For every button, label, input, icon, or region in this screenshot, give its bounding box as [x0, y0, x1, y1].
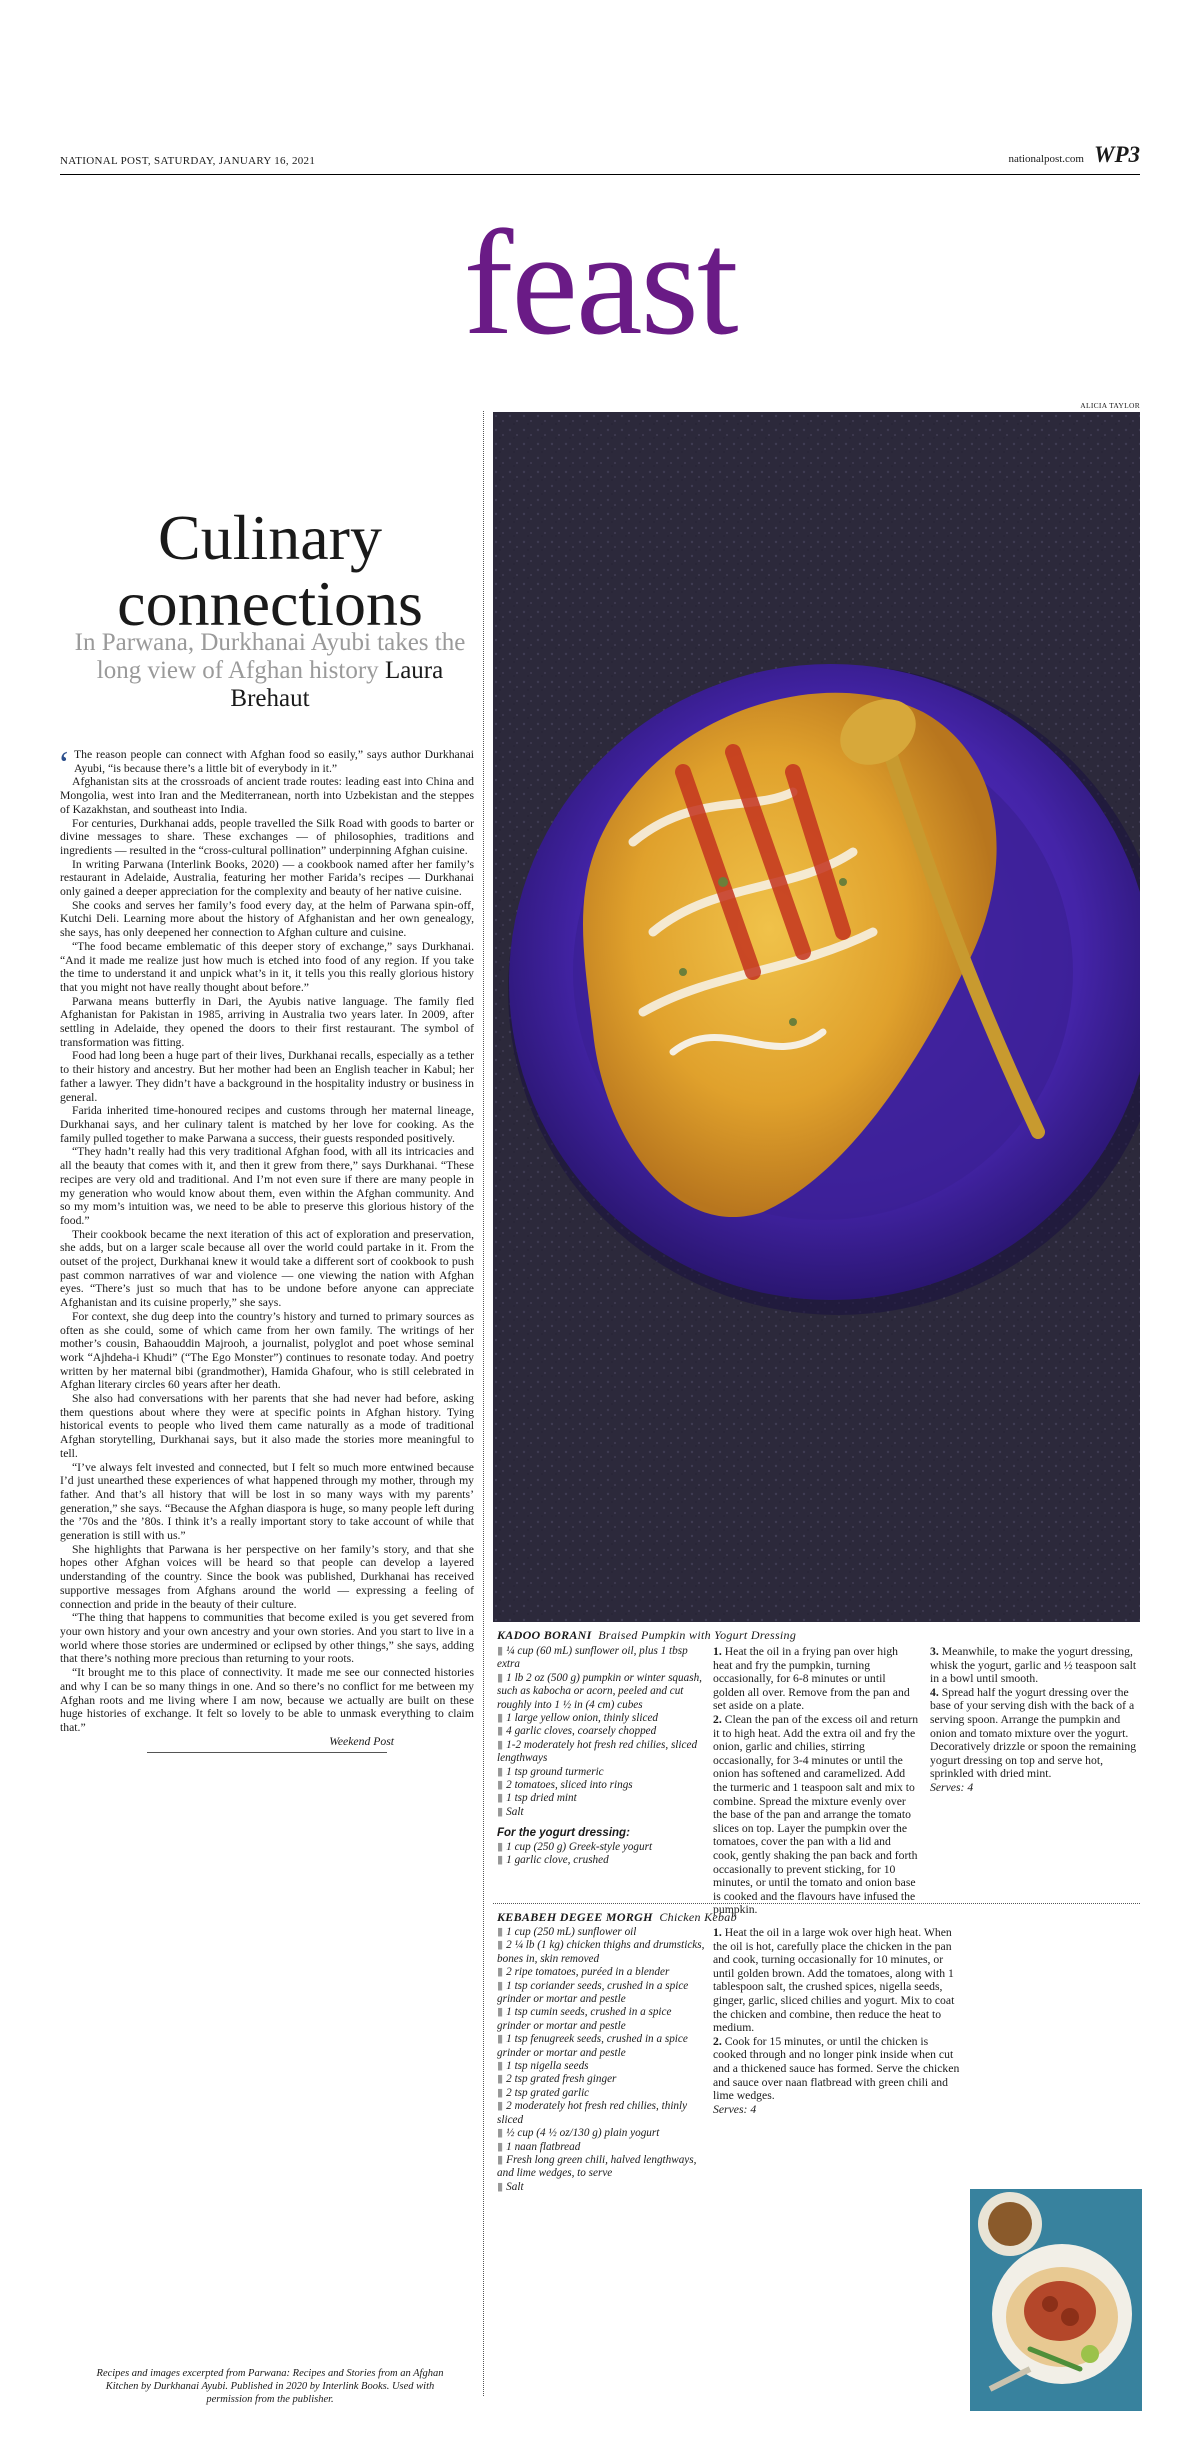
ingredient: ▮ 1 tsp ground turmeric: [497, 1765, 604, 1778]
ingredient: ▮ 1 garlic clove, crushed: [497, 1854, 609, 1867]
recipe1-steps-col1: [713, 1645, 919, 1917]
byline: Laura Brehaut: [230, 657, 444, 712]
source-note: Recipes and images excerpted from Parwana: Recipes and Stories from an Afghan Kitchen by Durkhanai Ayubi. Published in 2020 by Interlink Books. Used with permission from the publisher.: [96, 2368, 444, 2405]
step: 4. Spread half the yogurt dressing over the base of your serving dish with the back of a serving spoon. Arrange the pumpkin and onion and tomato mixture over the yogurt. Decoratively drizzle or spoon the remaining yogurt dressing on top and serve hot, sprinkled with dried mint.: [930, 1685, 1137, 1781]
recipe-divider: [493, 1903, 1140, 1904]
ingredient: ▮ ¼ cup (60 mL) sunflower oil, plus 1 tbsp extra: [497, 1645, 688, 1671]
step: 3. Meanwhile, to make the yogurt dressing, whisk the yogurt, garlic and ½ teaspoon salt in a bowl until smooth.: [930, 1645, 1137, 1686]
recipe2-subtitle: Chicken Kebab: [659, 1910, 737, 1924]
source-rule: [147, 1752, 387, 1753]
paragraph: She cooks and serves her family’s food every day, at the helm of Parwana spin-off, Kutchi Deli. Learning more about the history of Afghanistan and her own genealogy, she says, has only deepened her connection to Afghan culture and cuisine.: [60, 898, 474, 940]
ingredient: ▮ 2 moderately hot fresh red chilies, thinly sliced: [497, 2100, 688, 2126]
paragraph: ‘ The reason people can connect with Afghan food so easily,” says author Durkhanai Ayubi, “is because there’s a little bit of everybody in it.”: [58, 744, 474, 784]
ingredient: ▮ 2 tomatoes, sliced into rings: [497, 1779, 633, 1792]
ingredient: ▮ 1 tsp dried mint: [497, 1792, 577, 1805]
recipe2-title: [497, 1910, 1137, 1925]
ingredient: ▮ Salt: [497, 1805, 524, 1818]
ingredient: ▮ 1 cup (250 g) Greek-style yogurt: [497, 1840, 653, 1853]
ingredient: ▮ Fresh long green chili, halved lengthways, and lime wedges, to serve: [497, 2153, 697, 2180]
paragraph: Farida inherited time-honoured recipes and customs through her maternal lineage, Durkhanai says, and her culinary talent is matched by her love for cooking. As the family pulled together to make Parwana a success, their guests responded positively.: [60, 1104, 474, 1145]
ingredient: ▮ 1-2 moderately hot fresh red chilies, sliced lengthways: [497, 1738, 698, 1765]
paragraph: “They hadn’t really had this very traditional Afghan food, with all its intricacies and all the beauty that comes with it, and then it grew from there,” says Durkhanai. “These recipes are very old and traditional. And I’m not even sure if there are many people in my generation who would know about them, even within the Afghan community. And so my mom’s intuition was, we need to be able to preserve this glorious history of the food.”: [60, 1145, 474, 1227]
paragraph: For context, she dug deep into the country’s history and turned to primary sources as often as she could, some of which came from her own family. The writings of her mother’s cousin, Bahaouddin Majrooh, a journalist, polyglot and poet whose seminal work “Ajhdeha-i Khudi” (“The Ego Monster”) continues to resonate today. And poetry written by her maternal bibi (grandmother), Hamida Ghafour, who is still celebrated in Afghan literary circles 60 years after her death.: [60, 1309, 474, 1392]
ingredient: ▮ 4 garlic cloves, coarsely chopped: [497, 1725, 657, 1738]
step: 1. Heat the oil in a frying pan over high heat and fry the pumpkin, turning occasionally, for 6-8 minutes or until golden all over. Remove from the pan and set aside on a plate.: [713, 1645, 910, 1713]
paragraph: Afghanistan sits at the crossroads of ancient trade routes: leading east into China and Mongolia, west into Iran and the Mediterranean, north into Uzbekistan and the steppes of Kazakhstan, and southeast into India.: [60, 775, 474, 816]
paragraph: “It brought me to this place of connectivity. It made me see our connected histories and why I can be so many things in one. And so there’s no conflict for me between my Afghan roots and me living where I am now, because we actually are built on these huge histories of exchange. It felt so lovely to be able to unmask everything to claim that.”: [60, 1666, 474, 1734]
serves: Serves: 4: [930, 1780, 974, 1794]
kadoo-borani-photo: [493, 412, 1140, 1622]
article-body: [58, 744, 474, 1759]
ingredient: ▮ 1 tsp nigella seeds: [497, 2060, 589, 2073]
paragraph: She also had conversations with her parents that she had never had before, asking them questions about where they were at specific points in Afghan history. Tying historical events to people who lived them came naturally as a mode of traditional Afghan storytelling, Durkhanai says, but it also made the stories more meaningful to tell.: [60, 1392, 474, 1460]
ingredient: ▮ ½ cup (4 ½ oz/130 g) plain yogurt: [497, 2127, 660, 2140]
serves: Serves: 4: [713, 2102, 757, 2116]
recipe1-steps-col2: [930, 1645, 1138, 1795]
paragraph: In writing Parwana (Interlink Books, 2020) — a cookbook named after her family’s restaurant in Adelaide, Australia, featuring her mother Farida’s recipes — Durkhanai only gained a deeper appreciation for the complexity and beauty of her native cuisine.: [60, 857, 474, 899]
step: 2. Clean the pan of the excess oil and return it to high heat. Add the extra oil and fry the onion, garlic and chilies, stirring occasionally, for 3-4 minutes or until the onion has softened and caramelized. Add the turmeric and 1 teaspoon salt and mix to combine. Spread the mixture evenly over the base of the pan and arrange the tomato slices on top. Layer the pumpkin over the tomatoes, cover the pan with a lid and cook, gently shaking the pan back and forth occasionally to prevent sticking, for 10 minutes, or until the tomato and onion base is cooked and the flavours have infused the pumpkin.: [713, 1712, 919, 1917]
header-rule: [60, 174, 1140, 175]
ingredient: ▮ 1 tsp cumin seeds, crushed in a spice grinder or mortar and pestle: [497, 2006, 672, 2032]
ingredient: ▮ 2 ripe tomatoes, puréed in a blender: [497, 1966, 670, 1979]
paragraph: Food had long been a huge part of their lives, Durkhanai recalls, especially as a tether to their history and ancestry. But her mother had been an English teacher in Kabul; her father a lawyer. They didn’t have a background in the hospitality industry or business in general.: [60, 1049, 474, 1104]
site-url[interactable]: nationalpost.com: [1008, 153, 1084, 165]
recipe2-name: KEBABEH DEGEE MORGH: [497, 1910, 653, 1924]
drop-quote: ‘: [58, 744, 70, 784]
ingredient: ▮ 1 cup (250 mL) sunflower oil: [497, 1926, 637, 1938]
paragraph: Their cookbook became the next iteration of this act of exploration and preservation, she adds, but on a larger scale because all over the world could partake in it. From the outset of the project, Durkhanai knew it would take a different sort of cookbook to push past common narratives of war and violence — one viewing the nation with Afghan eyes. “There’s just so much that has to be undone before anyone can appreciate Afghanistan and its cuisine properly,” she says.: [60, 1227, 474, 1310]
paragraph: She highlights that Parwana is her perspective on her family’s story, and that she hopes other Afghan voices will be heard so that people can develop a layered understanding of the country. Since the book was published, Durkhanai has received supportive messages from Afghans around the world — expressing a feeling of connection and pride in the beauty of their culture.: [60, 1542, 474, 1611]
ingredient: ▮ 1 naan flatbread: [497, 2140, 581, 2153]
paragraph: Parwana means butterfly in Dari, the Ayubis native language. The family fled Afghanistan for Pakistan in 1985, arriving in Australia two years later. In 2009, after settling in Adelaide, they opened the doors to their first restaurant. The symbol of transformation was fitting.: [60, 994, 474, 1049]
signature: Weekend Post: [329, 1734, 394, 1748]
recipe1-name: KADOO BORANI: [497, 1628, 592, 1642]
photo-credit: ALICIA TAYLOR: [1080, 401, 1140, 410]
section-title: feast: [463, 200, 737, 366]
recipe2-steps: [713, 1926, 963, 2116]
deck-text: In Parwana, Durkhanai Ayubi takes the long view of Afghan history: [74, 629, 466, 684]
page-header-right: [1009, 142, 1140, 168]
ingredient: ▮ 1 lb 2 oz (500 g) pumpkin or winter squash, such as kabocha or acorn, peeled and cut roughly into 1 ½ in (4 cm) cubes: [497, 1671, 702, 1711]
chicken-kebab-photo: [970, 2189, 1142, 2411]
ingredient: ▮ 1 large yellow onion, thinly sliced: [497, 1712, 659, 1725]
article-headline: Culinary connections: [117, 502, 423, 639]
ingredient: ▮ Salt: [497, 2180, 524, 2193]
page-number: WP3: [1094, 142, 1140, 167]
recipe1-ingredients: [497, 1645, 707, 1868]
ingredient: ▮ 1 tsp coriander seeds, crushed in a spice grinder or mortar and pestle: [497, 1979, 689, 2006]
recipe1-subtitle: Braised Pumpkin with Yogurt Dressing: [598, 1628, 797, 1642]
step: 1. Heat the oil in a large wok over high heat. When the oil is hot, carefully place the chicken in the pan and cook, turning occasionally for 10 minutes, or until golden brown. Add the tomatoes, along with 1 tablespoon salt, the crushed spices, nigella seeds, ginger, garlic, sliced chilies and yogurt. Mix to coat the chicken and combine, then reduce the heat to medium.: [713, 1926, 955, 2035]
paragraph: For centuries, Durkhanai adds, people travelled the Silk Road with goods to barter or divine messages to share. These exchanges — of philosophies, traditions and ingredients — resulted in the “cross-cultural pollination” underpinning Afghan cuisine.: [60, 816, 474, 857]
newspaper-dateline: NATIONAL POST, SATURDAY, JANUARY 16, 2021: [60, 155, 316, 167]
recipe1-title: [497, 1628, 1137, 1643]
ingredient: ▮ 2 tsp grated garlic: [497, 2086, 590, 2099]
ingredient: ▮ 2 tsp grated fresh ginger: [497, 2073, 617, 2086]
paragraph: “The thing that happens to communities that become exiled is you get severed from your own history and your own ancestry and your own stories. And you start to live in a world where those stories are undermined or eclipsed by other things,” she says, adding that there’s nothing more precious than returning to your roots.: [60, 1611, 474, 1666]
paragraph: “I’ve always felt invested and connected, but I felt so much more entwined because I’d just unearthed these experiences of what happened through my mother, through my father. And that’s all history that will be lost in so many ways with my parents’ generation,” she says. “Because the Afghan diaspora is huge, so many people left during the ’70s and the ’80s. I think it’s a really important story to take account of while that generation is still with us.”: [60, 1460, 474, 1543]
column-divider: [483, 411, 484, 2396]
article-deck: [70, 629, 470, 713]
ingredient: ▮ 1 tsp fenugreek seeds, crushed in a spice grinder or mortar and pestle: [497, 2033, 688, 2059]
recipe2-ingredients: [497, 1926, 707, 2194]
yogurt-dressing-heading: For the yogurt dressing:: [497, 1827, 630, 1840]
step: 2. Cook for 15 minutes, or until the chicken is cooked through and no longer pink inside when cut and a thickened sauce has formed. Serve the chicken and sauce over naan flatbread with green chili and lime wedges.: [713, 2034, 960, 2103]
paragraph: “The food became emblematic of this deeper story of exchange,” says Durkhanai. “And it made me realize just how much is etched into food of any region. If you take the time to understand it and unpick what’s in it, it tells you this really glorious history that you might not have really thought about before.”: [60, 939, 474, 994]
ingredient: ▮ 2 ¼ lb (1 kg) chicken thighs and drumsticks, bones in, skin removed: [497, 1939, 705, 1965]
